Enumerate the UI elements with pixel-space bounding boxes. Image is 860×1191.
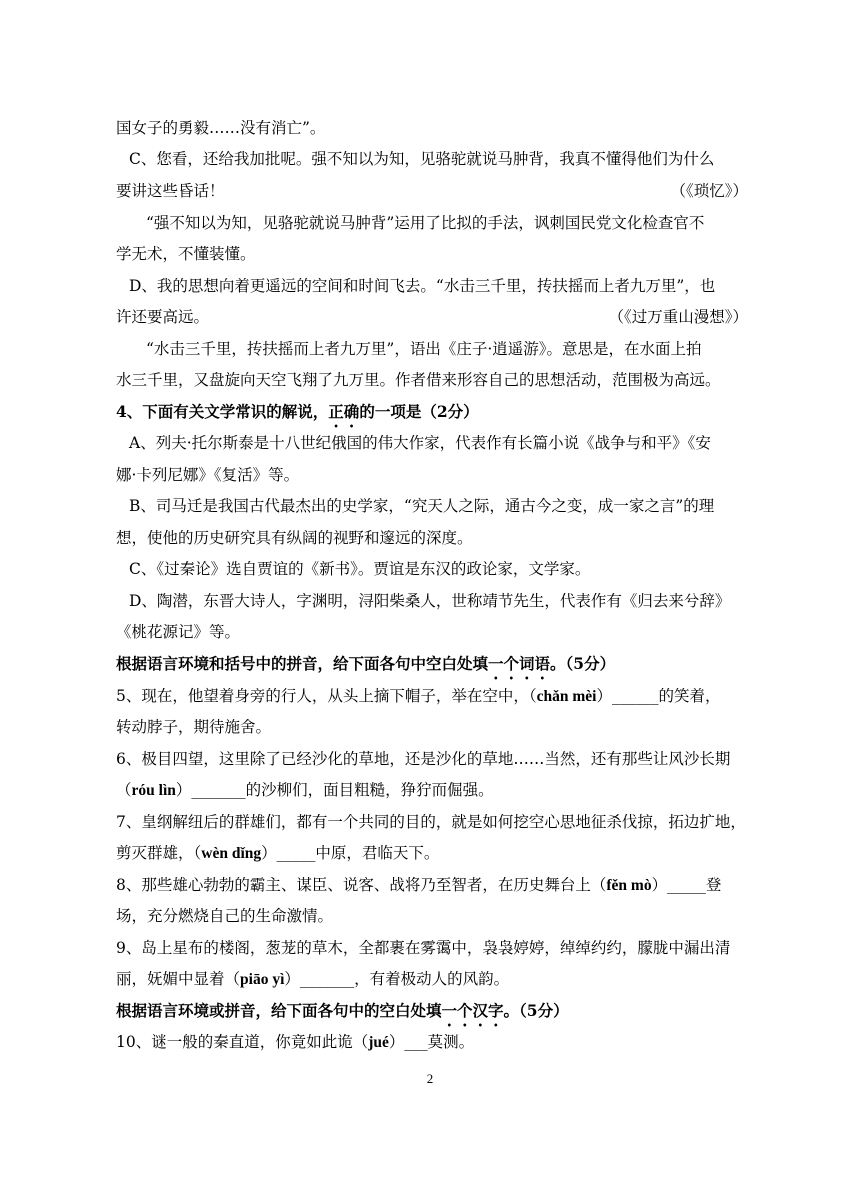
source-citation: （《过万重山漫想》） [608, 308, 748, 326]
text: 的一项是（2分） [359, 402, 479, 421]
text: 丽，妩媚中显着（ [116, 970, 241, 988]
pinyin: wèn dǐng [201, 845, 262, 862]
question-5 [116, 685, 748, 708]
text: 10、谜一般的秦直道，你竟如此诡（ [116, 1033, 369, 1051]
text-line [116, 968, 748, 991]
text: 。（5分） [503, 1001, 569, 1020]
text: 剪灭群雄，（ [116, 844, 202, 862]
text: ）_____登 [651, 876, 722, 894]
text-line: 转动脖子，期待施舍。 [116, 718, 272, 736]
annotation-line: 水三千里，又盘旋向天空飞翔了九万里。作者借来形容自己的思想活动，范围极为高远。 [116, 371, 721, 389]
option-d: D、我的思想向着更遥远的空间和时间飞去。“水击三千里，抟扶摇而上者九万里”，也 [129, 277, 716, 295]
question-8 [116, 874, 748, 897]
text: ）_______的沙柳们，面目粗糙，狰狞而倔强。 [175, 781, 494, 799]
text-line: 国女子的勇毅……没有消亡”。 [116, 119, 326, 137]
question-10 [116, 1031, 748, 1054]
pinyin: fěn mò [606, 877, 652, 894]
option-a: A、列夫·托尔斯泰是十八世纪俄国的伟大作家，代表作有长篇小说《战争与和平》《安 [129, 434, 711, 452]
pinyin: piāo yì [240, 971, 285, 988]
text-line: 许还要高远。 [116, 308, 210, 326]
emphasis-text: 正确 [328, 402, 360, 421]
text: ）___莫测。 [388, 1033, 475, 1051]
text: 。（5分） [550, 654, 616, 673]
option-c: C、您看，还给我加批呢。强不知以为知，见骆驼就说马肿背，我真不懂得他们为什么 [129, 150, 715, 168]
text: 根据语言环境或拼音，给下面各句中的空白处填 [116, 1001, 442, 1020]
question-6: 6、极目四望，这里除了已经沙化的草地，还是沙化的草地……当然，还有那些让风沙长期 [116, 750, 731, 768]
emphasis-text: 一个汉字 [441, 1001, 504, 1020]
emphasis-text: 一个词语 [488, 654, 551, 673]
annotation-line: “水击三千里，抟扶摇而上者九万里”，语出《庄子·逍遥游》。意思是，在水面上拍 [146, 340, 702, 358]
question-9: 9、岛上星布的楼阁，葱茏的草木，全都裹在雾霭中，袅袅婷婷，绰绰约约，朦胧中漏出清 [116, 939, 731, 957]
text-line: 《桃花源记》等。 [116, 623, 241, 641]
annotation-line: “强不知以为知，见骆驼就说马肿背”运用了比拟的手法，讽刺国民党文化检查官不 [146, 214, 705, 232]
text: 5、现在，他望着身旁的行人，从头上摘下帽子，举在空中，（ [116, 687, 537, 705]
pinyin: chǎn mèi [536, 688, 597, 705]
text: （ [116, 781, 132, 799]
pinyin: jué [368, 1034, 389, 1051]
page-number: 2 [426, 1071, 434, 1086]
option-b: B、司马迁是我国古代最杰出的史学家，“究天人之际，通古今之变，成一家之言”的理 [129, 497, 715, 515]
text-line: 场，充分燃烧自己的生命激情。 [116, 907, 334, 925]
source-citation: （《琐忆》） [670, 182, 748, 200]
text-line [116, 779, 748, 802]
text: 根据语言环境和括号中的拼音，给下面各句中空白处填 [116, 654, 489, 673]
pinyin: róu lìn [131, 782, 176, 799]
text-line: 想，使他的历史研究具有纵阔的视野和邃远的深度。 [116, 529, 473, 547]
text: 8、那些雄心勃勃的霸主、谋臣、说客、战将乃至智者，在历史舞台上（ [116, 876, 607, 894]
annotation-line: 学无术，不懂装懂。 [116, 245, 256, 263]
text: ）_______，有着极动人的风韵。 [284, 970, 510, 988]
text-line: 娜·卡列尼娜》《复活》等。 [116, 466, 300, 484]
text: ）_____中原，君临天下。 [261, 844, 440, 862]
section-heading [116, 653, 748, 683]
question-7: 7、皇纲解纽后的群雄们，都有一个共同的目的，就是如何挖空心思地征杀伐掠，拓边扩地， [116, 813, 746, 831]
section-heading [116, 1000, 748, 1030]
text: ）______的笑着， [596, 687, 721, 705]
text-line: 要讲这些昏话！ [116, 182, 225, 200]
question-4-heading [116, 401, 748, 431]
option-d: D、陶潜，东晋大诗人，字渊明，浔阳柴桑人，世称靖节先生，代表作有《归去来兮辞》 [129, 592, 731, 610]
text-line [116, 842, 748, 865]
text: 4、下面有关文学常识的解说， [116, 402, 329, 421]
option-c: C、《过秦论》选自贾谊的《新书》。贾谊是东汉的政论家，文学家。 [129, 560, 591, 578]
